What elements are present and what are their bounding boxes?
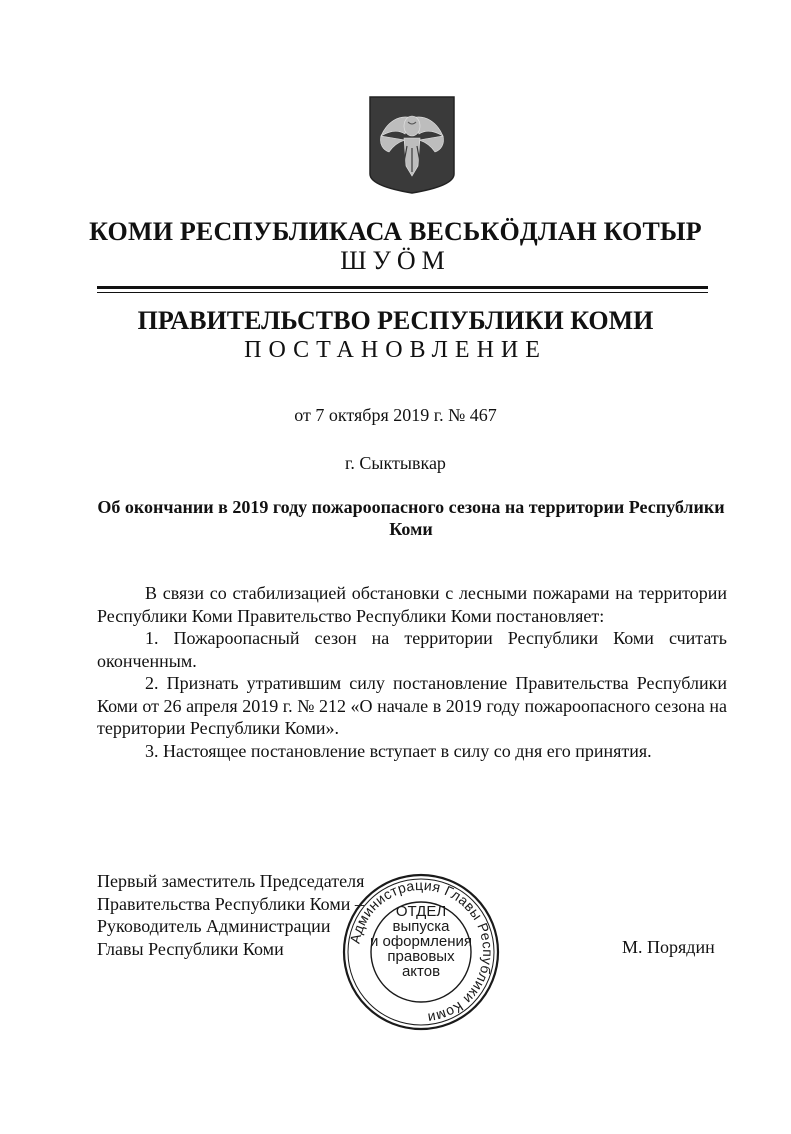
- government-title: ПРАВИТЕЛЬСТВО РЕСПУБЛИКИ КОМИ: [137, 306, 654, 335]
- header-divider-thin: [97, 292, 708, 293]
- signature-position-line: Главы Республики Коми: [97, 938, 284, 959]
- signature-position: [97, 870, 364, 960]
- signer-name: М. Порядин: [622, 937, 715, 957]
- stamp-line: актов: [401, 963, 441, 980]
- paragraph-preamble: В связи со стабилизацией обстановки с лесными пожарами на территории Республики Коми Правительство Республики Коми постановляет:: [97, 583, 727, 626]
- document-place: г. Сыктывкар: [345, 453, 446, 473]
- document-heading: Об окончании в 2019 году пожароопасного сезона на территории Республики Коми: [97, 497, 725, 539]
- document-type: ПОСТАНОВЛЕНИЕ: [244, 337, 547, 363]
- stamp-ring-text: Администрация Главы Республики Коми: [346, 876, 497, 1027]
- document-body: [97, 582, 727, 762]
- header-divider-thick: [97, 286, 708, 289]
- paragraph-item-2: 2. Признать утратившим силу постановление Правительства Республики Коми от 26 апреля 2019 г. № 212 «О начале в 2019 году пожароопасного сезона на территории Республики Коми».: [97, 673, 727, 738]
- signature-position-line: Первый заместитель Председателя: [97, 871, 365, 891]
- stamp-center-text: [341, 904, 501, 979]
- komi-language-subtitle: ШУÖМ: [340, 246, 451, 275]
- coat-of-arms-icon: [369, 96, 455, 194]
- paragraph-item-3: 3. Настоящее постановление вступает в силу со дня его принятия.: [145, 740, 652, 761]
- komi-language-title: КОМИ РЕСПУБЛИКАСА ВЕСЬКÖДЛАН КОТЫР: [89, 217, 702, 246]
- stamp-line: правовых: [387, 948, 455, 965]
- document-date-number: от 7 октября 2019 г. № 467: [294, 405, 497, 425]
- stamp-line: выпуска: [392, 918, 450, 935]
- paragraph-item-1: 1. Пожароопасный сезон на территории Республики Коми считать оконченным.: [97, 628, 727, 671]
- stamp-line: и оформления: [369, 933, 473, 950]
- signature-position-line: Руководитель Администрации: [97, 916, 331, 936]
- signature-position-line: Правительства Республики Коми –: [97, 893, 364, 914]
- stamp-line: ОТДЕЛ: [395, 903, 447, 920]
